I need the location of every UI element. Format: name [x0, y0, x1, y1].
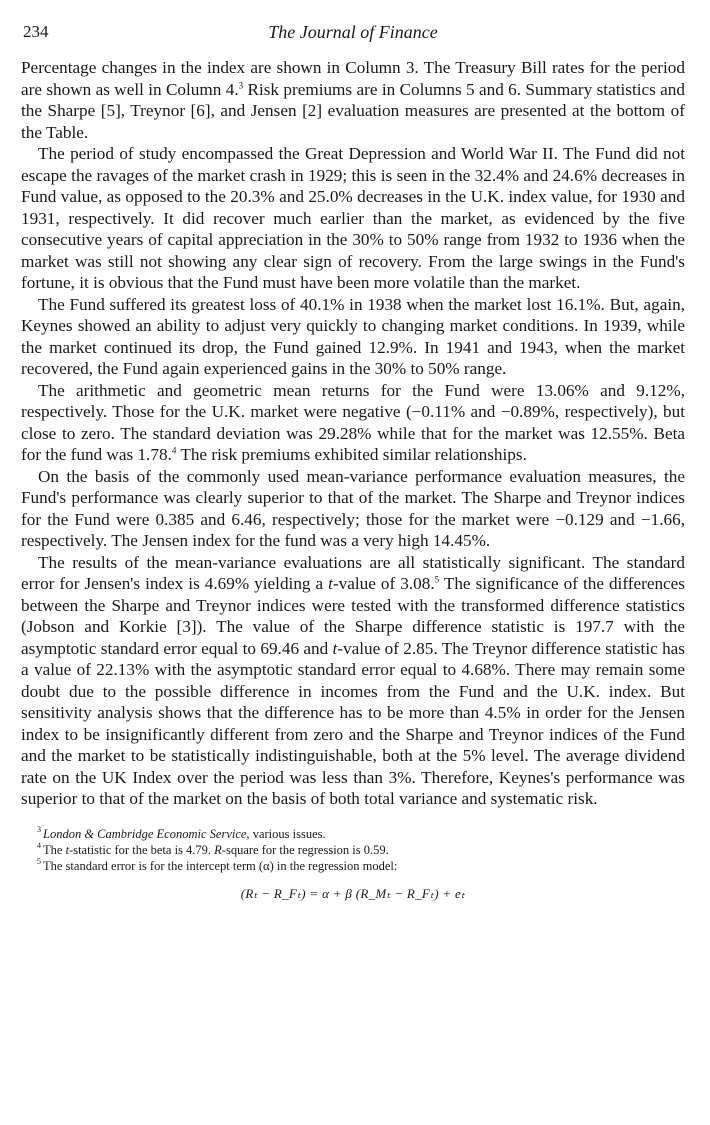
footnote-ref-5: 5	[434, 574, 440, 585]
body-text	[21, 57, 685, 810]
regression-equation: (Rₜ − R_Fₜ) = α + β (R_Mₜ − R_Fₜ) + eₜ	[240, 885, 466, 901]
running-header	[21, 22, 685, 48]
footnote-ref-4: 4	[171, 445, 177, 456]
paragraph-5: On the basis of the commonly used mean-variance performance evaluation measures, the Fund's performance was clearly superior to that of the market. The Sharpe and Treynor indices for the Fund were 0.385 and 6.46, respectively; those for the market were −0.129 and −1.66, respectively. The Jensen index for the fund was a very high 14.45%.	[21, 466, 685, 550]
paragraph-6: The results of the mean-variance evaluations are all statistically significant. The standard error for Jensen's index is 4.69% yielding a t-value of 3.08.$^5$ The significance of the differences between the Sharpe and Treynor indices were tested with the transformed difference statistics (Jobson and Korkie [3]). The value of the Sharpe difference statistic is 197.7 with the asymptotic standard error equal to 69.46 and t-value of 2.85. The Treynor difference statistic has a value of 22.13% with the asymptotic standard error equal to 4.68%. There may remain some doubt due to the possible difference in incomes from the Fund and the U.K. index. But sensitivity analysis shows that the difference has to be more than 4.5% in order for the Jensen index to be insignificantly different from zero and the Sharpe and Treynor indices of the Fund and the market to be statistically indistinguishable, both at the 5% level. The average dividend rate on the UK Index over the period was less than 3%. Therefore, Keynes's performance was superior to that of the market on the basis of both total variance and systematic risk.	[21, 552, 685, 808]
footnote-5: $^5$ The standard error is for the intercept term (α) in the regression model:	[37, 857, 398, 873]
paragraph-2: The period of study encompassed the Great Depression and World War II. The Fund did not escape the ravages of the market crash in 1929; this is seen in the 32.4% and 24.6% decreases in Fund value, as opposed to the 20.3% and 25.0% decreases in the U.K. index value, for 1930 and 1931, respectively. It did recover much earlier than the market, as evidenced by the five consecutive years of capital appreciation in the 30% to 50% range from 1932 to 1936 when the market was still not showing any clear sign of recovery. From the large swings in the Fund's fortune, it is obvious that the Fund must have been more volatile than the market.	[21, 144, 685, 292]
footnote-ref-3: 3	[238, 79, 244, 90]
paragraph-3: The Fund suffered its greatest loss of 40.1% in 1938 when the market lost 16.1%. But, again, Keynes showed an ability to adjust very quickly to changing market conditions. In 1939, while the market continued its drop, the Fund gained 12.9%. In 1941 and 1943, when the market recovered, the Fund again experienced gains in the 30% to 50% range.	[21, 294, 685, 378]
journal-title: The Journal of Finance	[268, 22, 438, 42]
page	[21, 22, 685, 902]
paragraph-1: Percentage changes in the index are shown in Column 3. The Treasury Bill rates for the period are shown as well in Column 4.$^3$ Risk premiums are in Columns 5 and 6. Summary statistics and the Sharpe [5], Treynor [6], and Jensen [2] evaluation measures are presented at the bottom of the Table.	[21, 58, 685, 142]
footnotes	[21, 826, 685, 902]
footnote-4: $^4$ The t-statistic for the beta is 4.79. R-square for the regression is 0.59.	[37, 841, 389, 857]
paragraph-4: The arithmetic and geometric mean returns for the Fund were 13.06% and 9.12%, respectively. Those for the U.K. market were negative (−0.11% and −0.89%, respectively), but close to zero. The standard deviation was 29.28% while that for the market was 12.55%. Beta for the fund was 1.78.$^4$ The risk premiums exhibited similar relationships.	[21, 380, 685, 464]
footnote-3: $^3$ London & Cambridge Economic Service, various issues.	[37, 825, 326, 841]
page-number: 234	[23, 22, 49, 41]
